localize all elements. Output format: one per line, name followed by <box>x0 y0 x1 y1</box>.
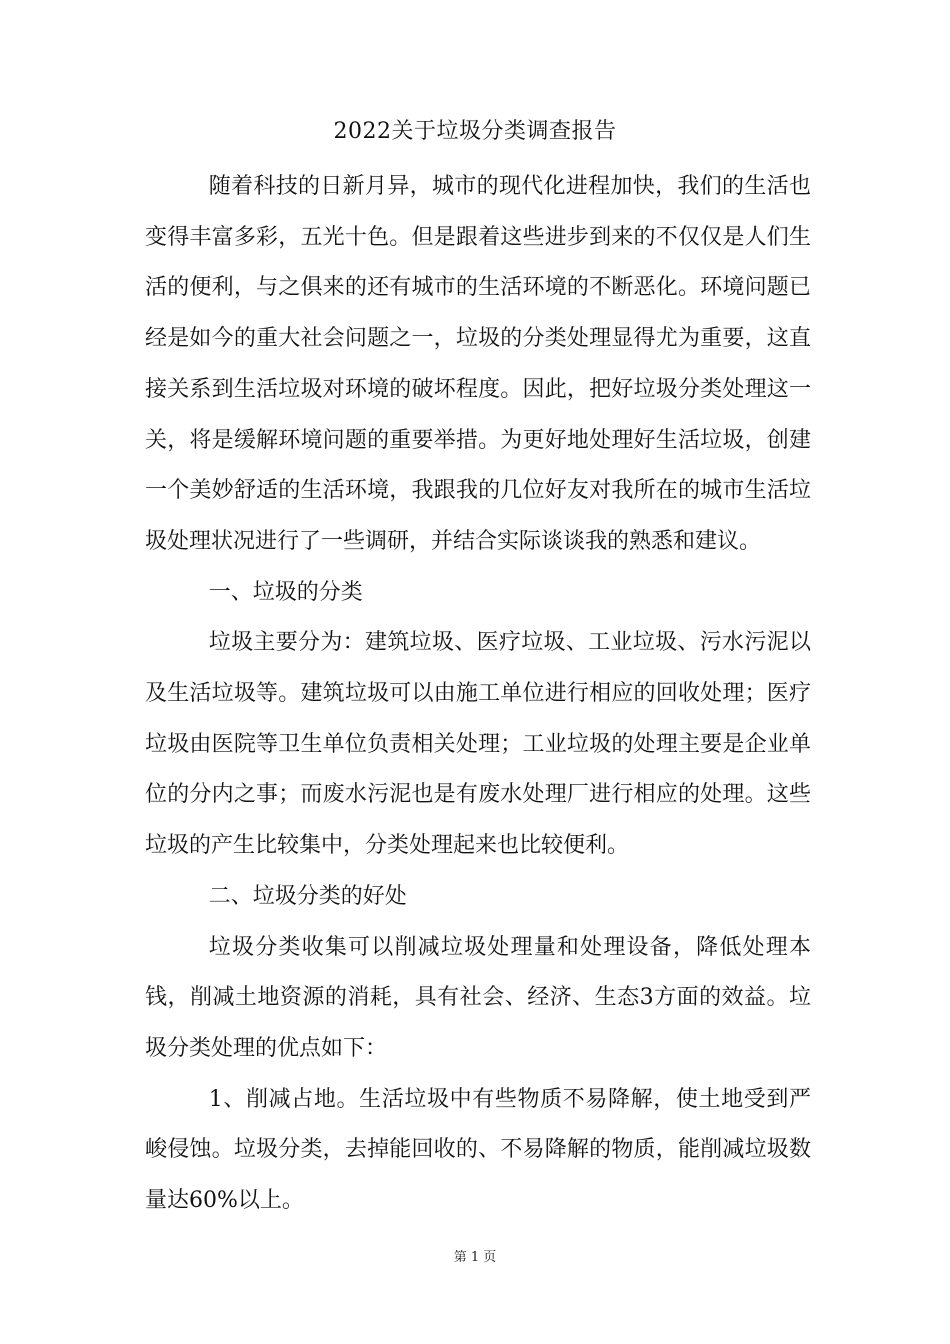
benefit-item-1: 1、削减占地。生活垃圾中有些物质不易降解，使土地受到严峻侵蚀。垃圾分类，去掉能回收的、不易降解的物质，能削减垃圾数量达60%以上。 <box>145 1086 811 1214</box>
page-number: 第 1 页 <box>453 1250 497 1265</box>
document-title: 2022关于垃圾分类调查报告 <box>333 119 617 144</box>
classification-paragraph: 垃圾主要分为：建筑垃圾、医疗垃圾、工业垃圾、污水污泥以及生活垃圾等。建筑垃圾可以由施工单位进行相应的回收处理；医疗垃圾由医院等卫生单位负责相关处理；工业垃圾的处理主要是企业单位的分内之事；而废水污泥也是有废水处理厂进行相应的处理。这些垃圾的产生比较集中，分类处理起来也比较便利。 <box>145 630 811 859</box>
document-body <box>145 162 811 1227</box>
intro-paragraph: 随着科技的日新月异，城市的现代化进程加快，我们的生活也变得丰富多彩，五光十色。但是跟着这些进步到来的不仅仅是人们生活的便利，与之俱来的还有城市的生活环境的不断恶化。环境问题已经是如今的重大社会问题之一，垃圾的分类处理显得尤为重要，这直接关系到生活垃圾对环境的破坏程度。因此，把好垃圾分类处理这一关，将是缓解环境问题的重要举措。为更好地处理好生活垃圾，创建一个美妙舒适的生活环境，我跟我的几位好友对我所在的城市生活垃圾处理状况进行了一些调研，并结合实际谈谈我的熟悉和建议。 <box>145 174 811 554</box>
section-heading-classification: 一、垃圾的分类 <box>208 579 363 605</box>
section-heading-benefits: 二、垃圾分类的好处 <box>208 883 407 909</box>
benefits-paragraph: 垃圾分类收集可以削减垃圾处理量和处理设备，降低处理本钱，削减土地资源的消耗，具有社会、经济、生态3方面的效益。垃圾分类处理的优点如下： <box>145 934 811 1061</box>
